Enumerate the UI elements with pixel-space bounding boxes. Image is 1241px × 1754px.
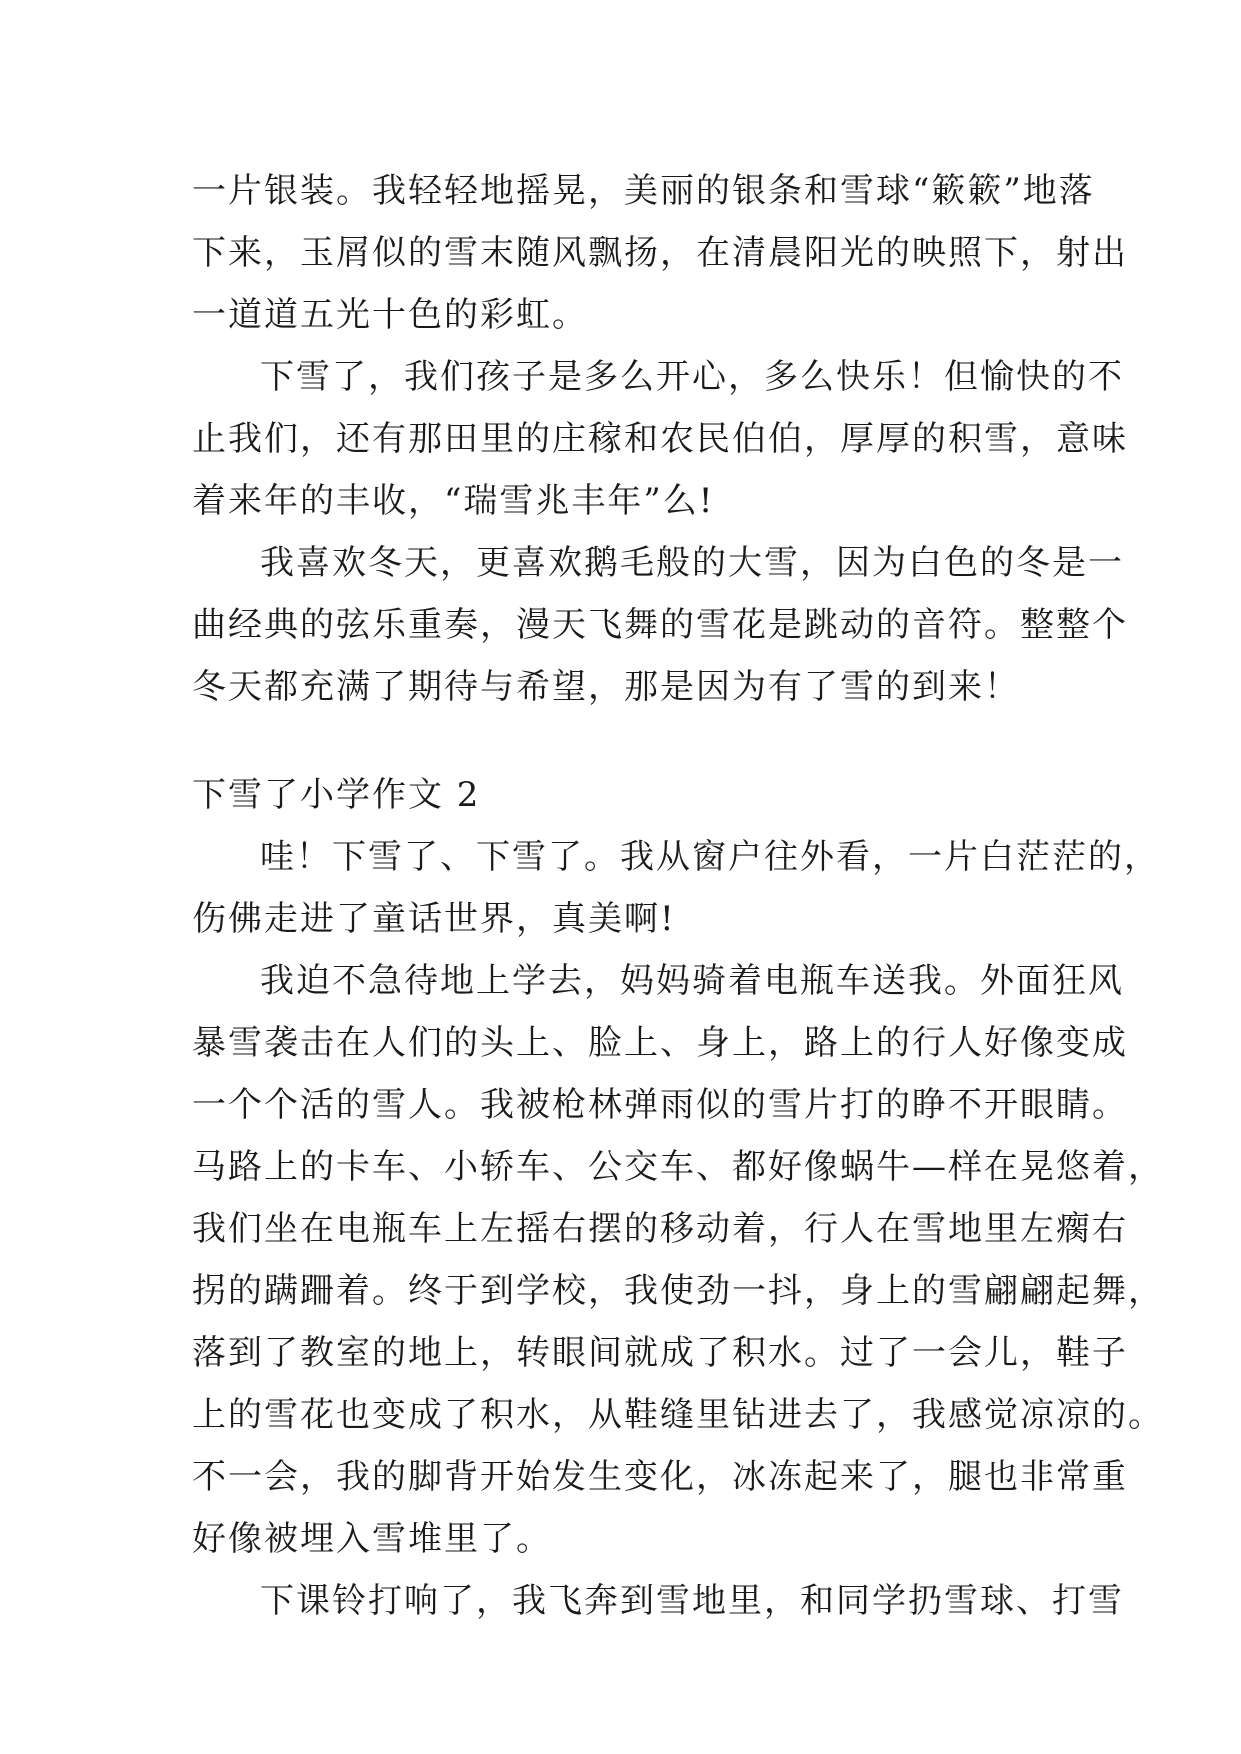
text-line: 哇！下雪了、下雪了。我从窗户往外看，一片白茫茫的，	[260, 837, 1160, 877]
paragraph-essay1-3	[192, 532, 1128, 718]
paragraph-essay2-2	[192, 950, 1164, 1570]
text-line: 下来，玉屑似的雪末随风飘扬，在清晨阳光的映照下，射出	[192, 233, 1128, 273]
text-line: 一个个活的雪人。我被枪林弹雨似的雪片打的睁不开眼睛。	[192, 1085, 1128, 1125]
paragraph-essay1-2	[192, 346, 1128, 532]
section-gap	[192, 718, 1072, 764]
text-line: 我们坐在电瓶车上左摇右摆的移动着，行人在雪地里左瘸右	[192, 1209, 1128, 1249]
text-line: 一片银装。我轻轻地摇晃，美丽的银条和雪球“簌簌”地落	[192, 171, 1095, 211]
text-line: 不一会，我的脚背开始发生变化，冰冻起来了，腿也非常重	[192, 1457, 1128, 1497]
paragraph-essay1-1	[192, 160, 1128, 346]
text-line: 暴雪袭击在人们的头上、脸上、身上，路上的行人好像变成	[192, 1023, 1128, 1063]
text-line: 伤佛走进了童话世界，真美啊!	[192, 899, 676, 939]
text-line: 着来年的丰收，“瑞雪兆丰年”么!	[192, 481, 715, 521]
text-line: 马路上的卡车、小轿车、公交车、都好像蜗牛—样在晃悠着，	[192, 1147, 1164, 1187]
text-line: 好像被埋入雪堆里了。	[192, 1519, 552, 1559]
paragraph-essay2-1	[192, 826, 1160, 950]
text-line: 我喜欢冬天，更喜欢鹅毛般的大雪，因为白色的冬是一	[260, 543, 1124, 583]
text-line: 一道道五光十色的彩虹。	[192, 295, 588, 335]
text-line: 落到了教室的地上，转眼间就成了积水。过了一会儿，鞋子	[192, 1333, 1128, 1373]
document-page	[192, 160, 1164, 1632]
text-line: 我迫不急待地上学去，妈妈骑着电瓶车送我。外面狂风	[260, 961, 1124, 1001]
text-line: 上的雪花也变成了积水，从鞋缝里钻进去了，我感觉凉凉的。	[192, 1395, 1164, 1435]
paragraph-essay2-3	[192, 1570, 1124, 1632]
text-line: 下课铃打响了，我飞奔到雪地里，和同学扔雪球、打雪	[260, 1581, 1124, 1621]
essay-title: 下雪了小学作文 2	[192, 775, 481, 815]
text-line: 拐的蹒跚着。终于到学校，我使劲一抖，身上的雪翩翩起舞，	[192, 1271, 1164, 1311]
text-line: 曲经典的弦乐重奏，漫天飞舞的雪花是跳动的音符。整整个	[192, 605, 1128, 645]
text-line: 冬天都充满了期待与希望，那是因为有了雪的到来！	[192, 667, 1020, 707]
text-line: 止我们，还有那田里的庄稼和农民伯伯，厚厚的积雪，意味	[192, 419, 1128, 459]
text-line: 下雪了，我们孩子是多么开心，多么快乐！但愉快的不	[260, 357, 1124, 397]
